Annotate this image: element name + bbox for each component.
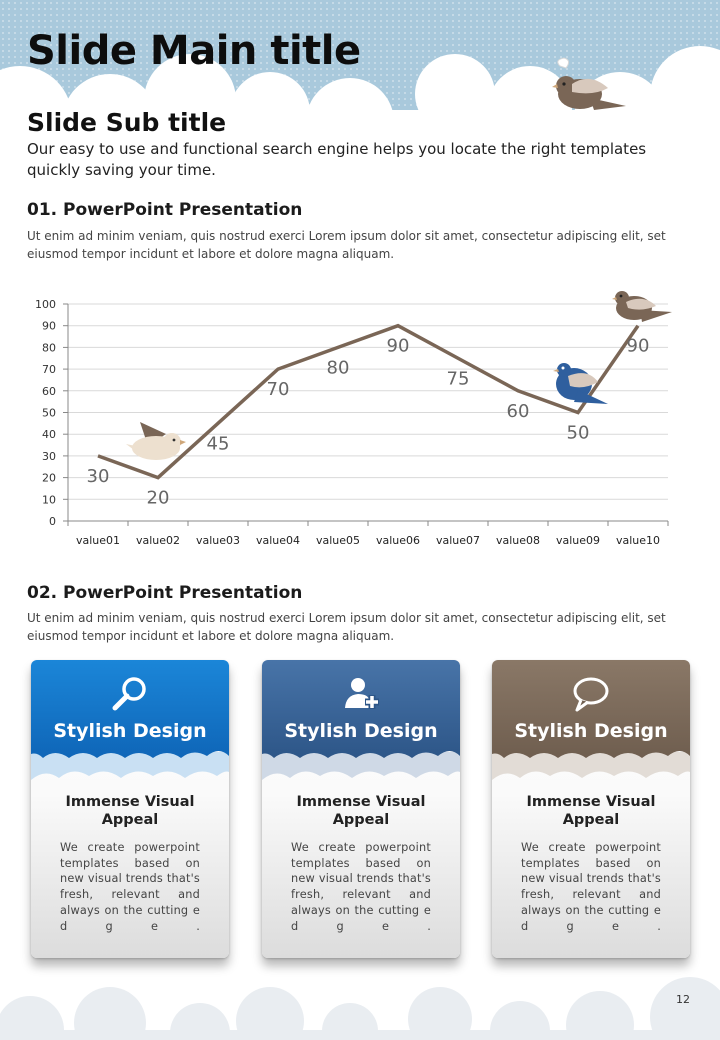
y-tick-label: 20: [42, 471, 56, 485]
feature-card-2: [262, 660, 460, 958]
y-tick-label: 100: [35, 298, 56, 311]
x-tick-label: value10: [615, 534, 661, 547]
search-icon: [110, 674, 150, 714]
y-tick-label: 30: [42, 449, 56, 463]
data-label: 75: [446, 368, 470, 390]
data-label: 45: [206, 433, 230, 455]
card-description: We create powerpoint templates based on new visual trends that's fresh, relevant and always on the cutting e d g e .: [60, 841, 200, 933]
x-tick-label: value05: [315, 534, 361, 547]
add-user-icon: [341, 674, 381, 714]
footer-clouds: [0, 975, 720, 1040]
card-header: [31, 660, 229, 784]
data-label: 80: [326, 357, 350, 379]
y-tick-label: 60: [42, 384, 56, 398]
x-tick-label: value04: [255, 534, 301, 547]
intro-paragraph: Our easy to use and functional search engine helps you locate the right templates quickly saving your time.: [27, 140, 647, 179]
card-title: Stylish Design: [514, 720, 668, 742]
card-header: [492, 660, 690, 784]
page-number: 12: [676, 993, 690, 1006]
card-title: Stylish Design: [53, 720, 207, 742]
x-tick-label: value09: [555, 534, 601, 547]
section-2-title: 02. PowerPoint Presentation: [27, 583, 303, 603]
cream-bird-icon: [126, 420, 188, 464]
feature-card-3: [492, 660, 690, 958]
data-label: 90: [386, 335, 410, 357]
y-tick-label: 40: [42, 428, 56, 442]
card-subtitle: Immense Visual Appeal: [526, 794, 656, 828]
y-tick-label: 50: [42, 406, 56, 420]
x-tick-label: value02: [135, 534, 181, 547]
y-tick-label: 10: [42, 493, 56, 507]
page-title: Slide Main title: [27, 28, 361, 74]
x-tick-label: value03: [195, 534, 241, 547]
data-label: 20: [146, 487, 170, 509]
card-header: [262, 660, 460, 784]
brown-bird-chart-icon: [612, 288, 674, 328]
card-description: We create powerpoint templates based on new visual trends that's fresh, relevant and always on the cutting e d g e .: [291, 841, 431, 933]
x-tick-label: value01: [75, 534, 121, 547]
section-2-body: Ut enim ad minim veniam, quis nostrud exerci Lorem ipsum dolor sit amet, consectetur adipiscing elit, set eiusmod tempor incidunt et labore et dolore magna aliquam.: [27, 611, 666, 643]
line-chart: [22, 290, 682, 555]
card-title: Stylish Design: [284, 720, 438, 742]
data-label: 70: [266, 379, 290, 401]
card-subtitle: Immense Visual Appeal: [65, 794, 195, 828]
x-tick-label: value08: [495, 534, 541, 547]
x-tick-label: value07: [435, 534, 481, 547]
y-tick-label: 0: [49, 515, 56, 528]
x-tick-label: value06: [375, 534, 421, 547]
data-label: 60: [506, 400, 530, 422]
slide-subtitle: Slide Sub title: [27, 108, 227, 137]
section-1-title: 01. PowerPoint Presentation: [27, 200, 303, 220]
blue-bird-icon: [552, 360, 610, 406]
card-description: We create powerpoint templates based on new visual trends that's fresh, relevant and always on the cutting e d g e .: [521, 841, 661, 933]
data-label: 90: [626, 335, 650, 357]
y-tick-label: 90: [42, 319, 56, 333]
card-subtitle: Immense Visual Appeal: [296, 794, 426, 828]
brown-bird-header-icon: [550, 54, 630, 116]
data-label: 50: [566, 422, 590, 444]
y-tick-label: 80: [42, 341, 56, 355]
feature-card-1: [31, 660, 229, 958]
section-1-body: Ut enim ad minim veniam, quis nostrud exerci Lorem ipsum dolor sit amet, consectetur adipiscing elit, set eiusmod tempor incidunt et labore et dolore magna aliquam.: [27, 229, 666, 261]
data-label: 30: [86, 465, 110, 487]
speech-bubble-icon: [571, 674, 611, 714]
y-tick-label: 70: [42, 363, 56, 377]
